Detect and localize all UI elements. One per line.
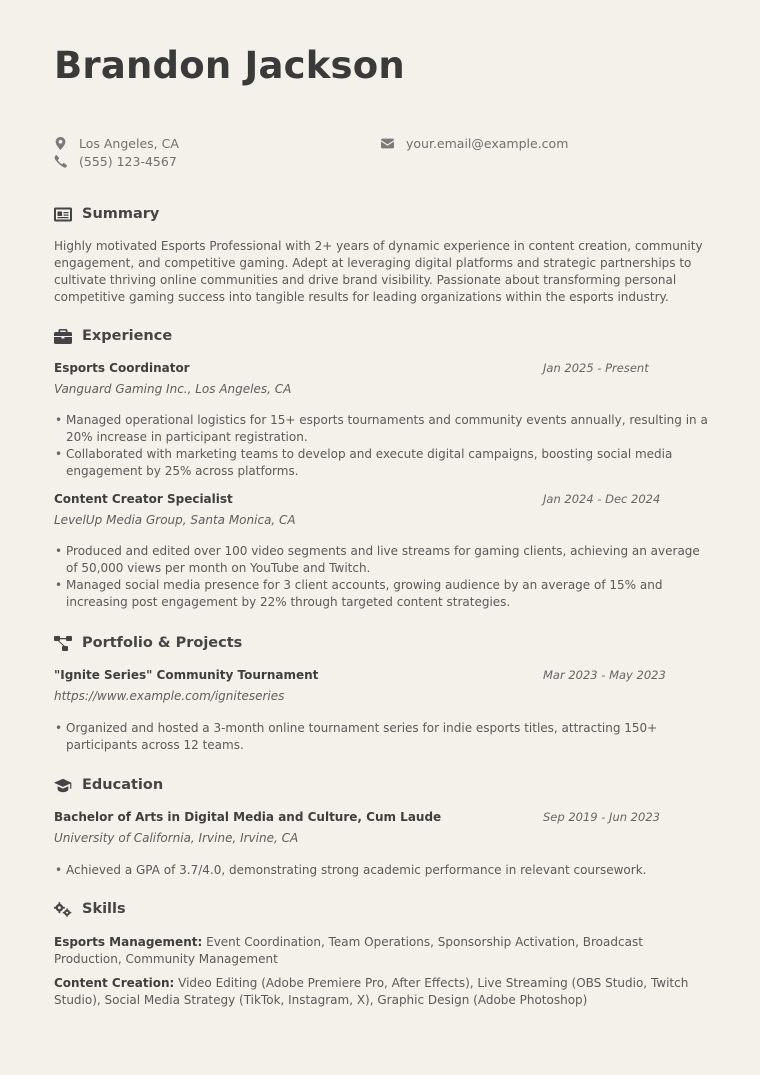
project-1-bullets xyxy=(54,720,710,754)
portfolio-heading xyxy=(54,635,242,651)
skill-group-text: Event Coordination, Team Operations, Sponsorship Activation, Broadcast Production, Community Management xyxy=(54,935,643,966)
skills-title: Skills xyxy=(82,901,126,917)
education-bullets xyxy=(54,862,710,879)
email-text[interactable]: your.email@example.com xyxy=(406,136,569,151)
location-text: Los Angeles, CA xyxy=(79,136,179,151)
portfolio-title: Portfolio & Projects xyxy=(82,635,243,651)
skill-group-label: Content Creation: xyxy=(54,976,175,990)
experience-title: Experience xyxy=(82,328,173,344)
envelope-icon xyxy=(381,137,394,150)
job-1-date: Jan 2025 - Present xyxy=(543,361,649,375)
job-2-date: Jan 2024 - Dec 2024 xyxy=(543,492,661,506)
project-1-url[interactable]: https://www.example.com/igniteseries xyxy=(54,689,285,703)
list-item: • Organized and hosted a 3-month online tournament series for indie esports titles, attracting 150+ participants across 12 teams. xyxy=(54,720,710,754)
job-1-org: Vanguard Gaming Inc., Los Angeles, CA xyxy=(54,382,292,396)
cogs-icon xyxy=(54,902,72,917)
skill-group-content xyxy=(54,975,714,1009)
summary-title: Summary xyxy=(82,206,160,222)
education-date: Sep 2019 - Jun 2023 xyxy=(543,810,660,824)
education-degree: Bachelor of Arts in Digital Media and Culture, Cum Laude xyxy=(54,810,442,824)
list-item: • Produced and edited over 100 video segments and live streams for gaming clients, achieving an average of 50,000 views per month on YouTube and Twitch. xyxy=(54,543,710,577)
candidate-name: Brandon Jackson xyxy=(54,44,405,87)
education-school: University of California, Irvine, Irvine, CA xyxy=(54,831,299,845)
sitemap-icon xyxy=(54,636,72,651)
job-2-bullets xyxy=(54,543,710,611)
list-item: • Managed social media presence for 3 client accounts, growing audience by an average of 15% and increasing post engagement by 22% through targeted content strategies. xyxy=(54,577,710,611)
job-1-role: Esports Coordinator xyxy=(54,361,190,375)
graduation-cap-icon xyxy=(54,778,72,793)
id-card-icon xyxy=(54,207,72,222)
education-heading xyxy=(54,777,163,793)
job-2-role: Content Creator Specialist xyxy=(54,492,233,506)
skill-group-text: Video Editing (Adobe Premiere Pro, After Effects), Live Streaming (OBS Studio, Twitch Studio), Social Media Strategy (TikTok, Instagram, X), Graphic Design (Adobe Photoshop) xyxy=(54,976,689,1007)
phone-text: (555) 123-4567 xyxy=(79,154,177,169)
list-item: • Managed operational logistics for 15+ esports tournaments and community events annually, resulting in a 20% increase in participant registration. xyxy=(54,412,710,446)
contact-email[interactable] xyxy=(381,136,568,151)
map-pin-icon xyxy=(54,137,67,150)
list-item: • Achieved a GPA of 3.7/4.0, demonstrating strong academic performance in relevant coursework. xyxy=(54,862,710,879)
contact-phone xyxy=(54,154,177,169)
job-1-bullets xyxy=(54,412,710,480)
summary-text: Highly motivated Esports Professional with 2+ years of dynamic experience in content creation, community engagement, and competitive gaming. Adept at leveraging digital platforms and strategic partnerships to cultivate thriving online communities and drive brand visibility. Passionate about transforming personal competitive gaming success into tangible results for leading organizations within the esports industry. xyxy=(54,239,703,304)
summary-heading xyxy=(54,206,159,222)
contact-location xyxy=(54,136,179,151)
skill-group-esports xyxy=(54,934,714,968)
skills-heading xyxy=(54,901,126,917)
briefcase-icon xyxy=(54,329,72,344)
list-item: • Collaborated with marketing teams to develop and execute digital campaigns, boosting social media engagement by 25% across platforms. xyxy=(54,446,710,480)
project-1-date: Mar 2023 - May 2023 xyxy=(543,668,666,682)
experience-heading xyxy=(54,328,172,344)
skill-group-label: Esports Management: xyxy=(54,935,203,949)
job-2-org: LevelUp Media Group, Santa Monica, CA xyxy=(54,513,296,527)
education-title: Education xyxy=(82,777,164,793)
project-1-name: "Ignite Series" Community Tournament xyxy=(54,668,319,682)
phone-icon xyxy=(54,155,67,168)
